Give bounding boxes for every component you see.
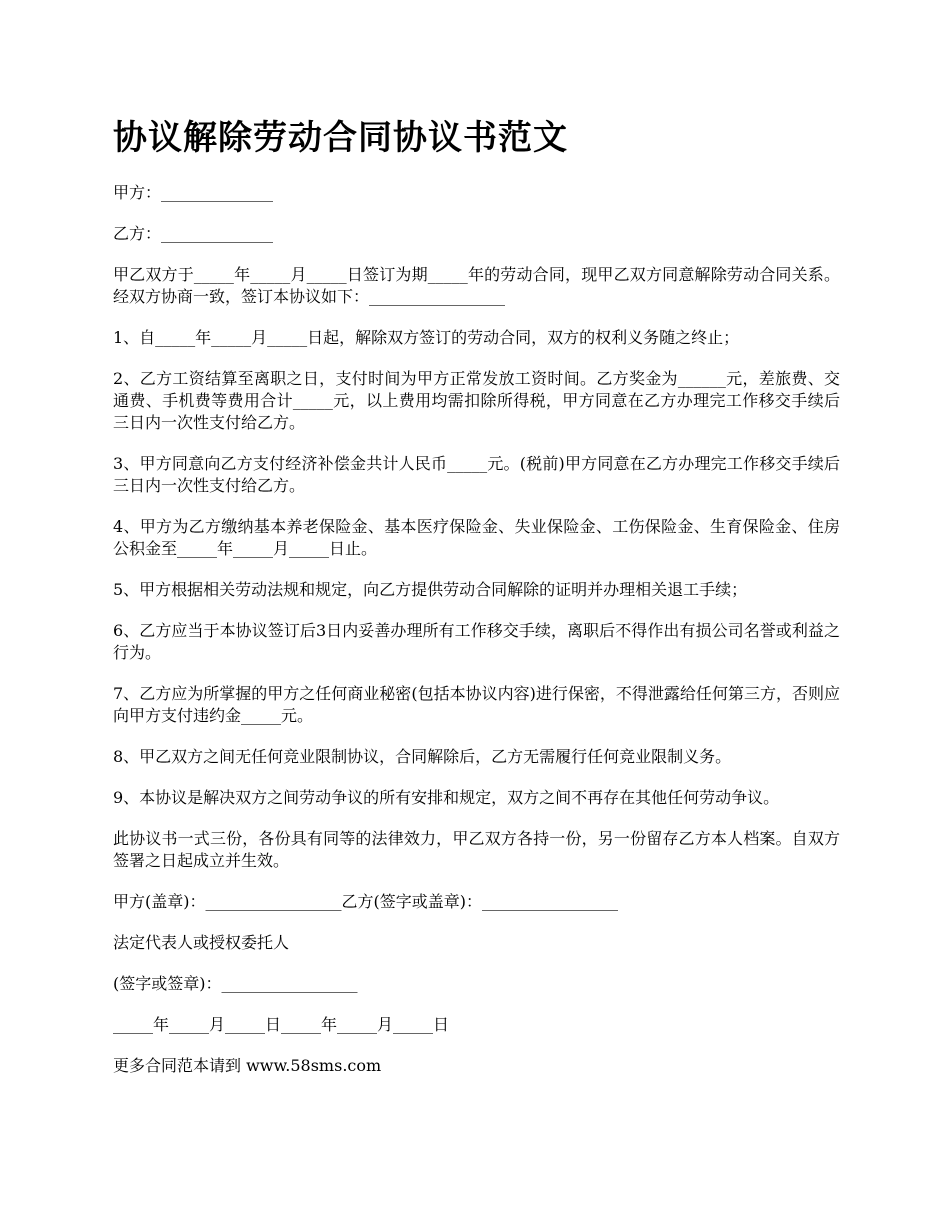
clause-9: 9、本协议是解决双方之间劳动争议的所有安排和规定，双方之间不再存在其他任何劳动争议。 xyxy=(113,788,780,807)
intro-paragraph: 甲乙双方于_____年_____月_____日签订为期_____年的劳动合同，现甲乙双方同意解除劳动合同关系。经双方协商一致，签订本协议如下：_________________ xyxy=(113,265,840,306)
date-line: _____年_____月_____日_____年_____月_____日 xyxy=(113,1015,450,1034)
copies-paragraph: 此协议书一式三份，各份具有同等的法律效力，甲乙双方各持一份，另一份留存乙方本人档案。自双方签署之日起成立并生效。 xyxy=(113,829,840,870)
clause-5: 5、甲方根据相关劳动法规和规定，向乙方提供劳动合同解除的证明并办理相关退工手续； xyxy=(113,580,748,599)
clause-4: 4、甲方为乙方缴纳基本养老保险金、基本医疗保险金、失业保险金、工伤保险金、生育保险金、住房公积金至_____年_____月_____日止。 xyxy=(113,517,840,558)
clause-8: 8、甲乙双方之间无任何竞业限制协议，合同解除后，乙方无需履行任何竞业限制义务。 xyxy=(113,747,732,766)
clause-7: 7、乙方应为所掌握的甲方之任何商业秘密(包括本协议内容)进行保密，不得泄露给任何第三方，否则应向甲方支付违约金_____元。 xyxy=(113,684,840,725)
document-page xyxy=(113,112,840,1096)
clause-2: 2、乙方工资结算至离职之日，支付时间为甲方正常发放工资时间。乙方奖金为______元，差旅费、交通费、手机费等费用合计_____元，以上费用均需扣除所得税，甲方同意在乙方办理完工作移交手续后三日内一次性支付给乙方。 xyxy=(113,369,840,432)
signature-line-parties: 甲方(盖章)：_________________乙方(签字或盖章)：_________________ xyxy=(113,892,618,911)
legal-representative-line: 法定代表人或授权委托人 xyxy=(113,933,290,952)
document-title: 协议解除劳动合同协议书范文 xyxy=(113,118,568,158)
clause-6: 6、乙方应当于本协议签订后3日内妥善办理所有工作移交手续，离职后不得作出有损公司名誉或利益之行为。 xyxy=(113,621,840,662)
party-b-line: 乙方：______________ xyxy=(113,224,274,243)
clause-1: 1、自_____年_____月_____日起，解除双方签订的劳动合同，双方的权利义务随之终止； xyxy=(113,328,740,347)
signature-line-sign: (签字或签章)：_________________ xyxy=(113,974,358,993)
footer-more-templates: 更多合同范本请到 www.58sms.com xyxy=(113,1056,382,1075)
party-a-line: 甲方：______________ xyxy=(113,183,274,202)
clause-3: 3、甲方同意向乙方支付经济补偿金共计人民币_____元。(税前)甲方同意在乙方办理完工作移交手续后三日内一次性支付给乙方。 xyxy=(113,454,840,495)
